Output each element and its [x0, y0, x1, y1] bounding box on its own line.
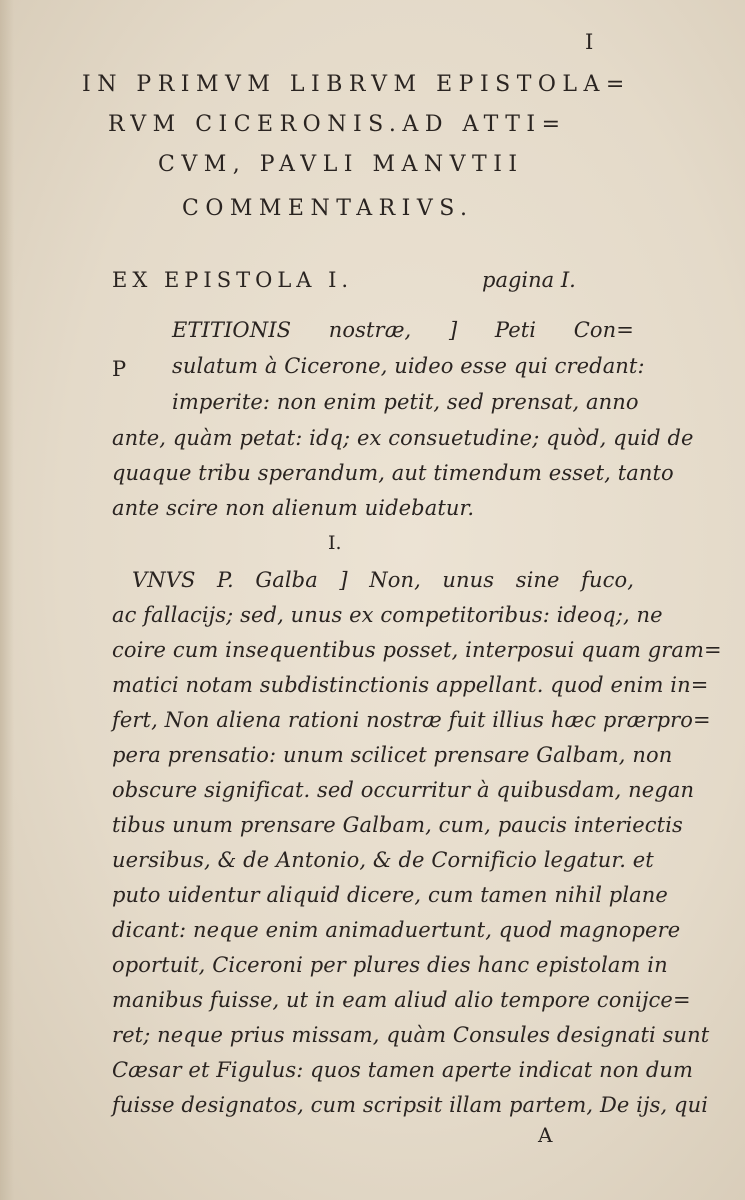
text-line: oportuit, Ciceroni per plures dies hanc epistolam in [112, 953, 668, 977]
text-line: pera prensatio: unum scilicet prensare Galbam, non [112, 743, 673, 767]
page-gutter-shadow [0, 0, 14, 1200]
text-line: obscure significat. sed occurritur à quibusdam, negan [112, 778, 695, 802]
folio-number: I [585, 30, 595, 54]
text-line: fert, Non aliena rationi nostræ fuit illius hæc prærpro= [112, 708, 711, 732]
text-line: tibus unum prensare Galbam, cum, paucis interiectis [112, 813, 683, 837]
text-line: ETITIONIS nostræ, ] Peti Con= [172, 318, 634, 342]
text-line: uersibus, & de Antonio, & de Cornificio legatur. et [112, 848, 654, 872]
text-line: Cæsar et Figulus: quos tamen aperte indicat non dum [112, 1058, 694, 1082]
signature-mark: A [538, 1123, 553, 1147]
text-line: sulatum à Cicerone, uideo esse qui credant: [172, 354, 645, 378]
text-line: ret; neque prius missam, quàm Consules designati sunt [112, 1023, 710, 1047]
text-line: puto uidentur aliquid dicere, cum tamen nihil plane [112, 883, 668, 907]
drop-capital: P [112, 357, 127, 381]
section-number: I. [328, 532, 342, 554]
title-line-2: RVM CICERONIS.AD ATTI= [108, 112, 567, 137]
title-line-1: IN PRIMVM LIBRVM EPISTOLA= [82, 72, 631, 97]
title-line-4: COMMENTARIVS. [182, 196, 474, 221]
text-line: ante, quàm petat: idq; ex consuetudine; quòd, quid de [112, 426, 694, 450]
text-line: dicant: neque enim animaduertunt, quod magnopere [112, 918, 681, 942]
title-line-3: CVM, PAVLI MANVTII [158, 152, 524, 177]
text-line: quaque tribu sperandum, aut timendum esset, tanto [112, 461, 674, 485]
text-line: ac fallacijs; sed, unus ex competitoribus: ideoq;, ne [112, 603, 663, 627]
text-line: VNVS P. Galba ] Non, unus sine fuco, [132, 568, 634, 592]
text-line: imperite: non enim petit, sed prensat, anno [172, 390, 639, 414]
text-line: coire cum insequentibus posset, interposui quam gram= [112, 638, 722, 662]
text-line: fuisse designatos, cum scripsit illam partem, De ijs, qui [112, 1093, 709, 1117]
text-line: manibus fuisse, ut in eam aliud alio tempore conijce= [112, 988, 691, 1012]
text-line: ante scire non alienum uidebatur. [112, 496, 475, 520]
text-line: matici notam subdistinctionis appellant. quod enim in= [112, 673, 709, 697]
page-reference: pagina I. [482, 268, 576, 292]
section-heading: EX EPISTOLA I. [112, 268, 354, 292]
